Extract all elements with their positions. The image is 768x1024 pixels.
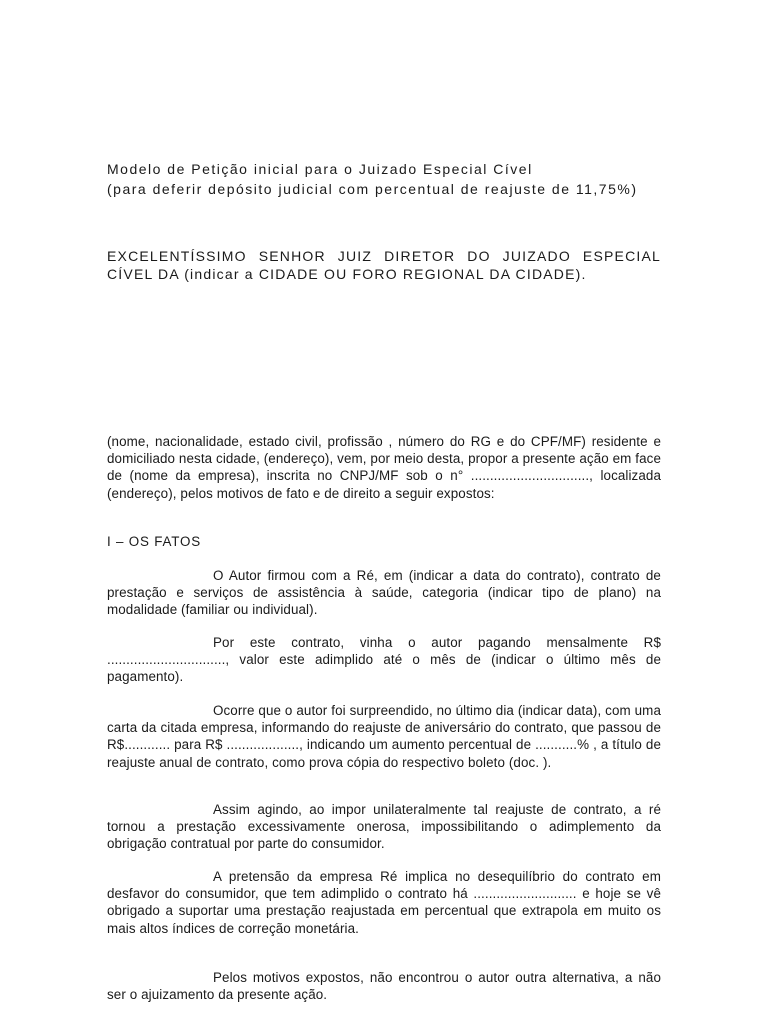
paragraph-6: Pelos motivos expostos, não encontrou o autor outra alternativa, a não ser o ajuizamento da presente ação. bbox=[107, 970, 661, 1003]
intro-paragraph: (nome, nacionalidade, estado civil, profissão , número do RG e do CPF/MF) residente e domiciliado nesta cidade, (endereço), vem, por meio desta, propor a presente ação em face de (nome da empresa), inscrita no CNPJ/MF sob o n° ..............................., localizada (endereço), pelos motivos de fato e de direito a seguir expostos: bbox=[107, 434, 661, 501]
paragraph-4: Assim agindo, ao impor unilateralmente tal reajuste de contrato, a ré tornou a prestação excessivamente onerosa, impossibilitando o adimplemento da obrigação contratual por parte do consumidor. bbox=[107, 802, 661, 852]
paragraph-1: O Autor firmou com a Ré, em (indicar a data do contrato), contrato de prestação e serviços de assistência à saúde, categoria (indicar tipo de plano) na modalidade (familiar ou individual). bbox=[107, 568, 661, 618]
document-title: Modelo de Petição inicial para o Juizado Especial Cível bbox=[107, 161, 533, 177]
paragraph-5: A pretensão da empresa Ré implica no desequilíbrio do contrato em desfavor do consumidor, que tem adimplido o contrato há ........................... e hoje se vê obrigado a suportar uma prestação reajustada em percentual que extrapola em muito os mais altos índices de correção monetária. bbox=[107, 869, 661, 936]
section-title: I – OS FATOS bbox=[107, 534, 201, 549]
document-subtitle: (para deferir depósito judicial com percentual de reajuste de 11,75%) bbox=[107, 181, 638, 197]
court-address: EXCELENTÍSSIMO SENHOR JUIZ DIRETOR DO JUIZADO ESPECIAL CÍVEL DA (indicar a CIDADE OU FORO REGIONAL DA CIDADE). bbox=[107, 248, 661, 282]
paragraph-2: Por este contrato, vinha o autor pagando mensalmente R$ ..............................., valor este adimplido até o mês de (indicar o último mês de pagamento). bbox=[107, 635, 661, 685]
paragraph-3: Ocorre que o autor foi surpreendido, no último dia (indicar data), com uma carta da citada empresa, informando do reajuste de aniversário do contrato, que passou de R$............ para R$ ..................., indicando um aumento percentual de ...........% , a título de reajuste anual de contrato, como prova cópia do respectivo boleto (doc. ). bbox=[107, 703, 661, 770]
